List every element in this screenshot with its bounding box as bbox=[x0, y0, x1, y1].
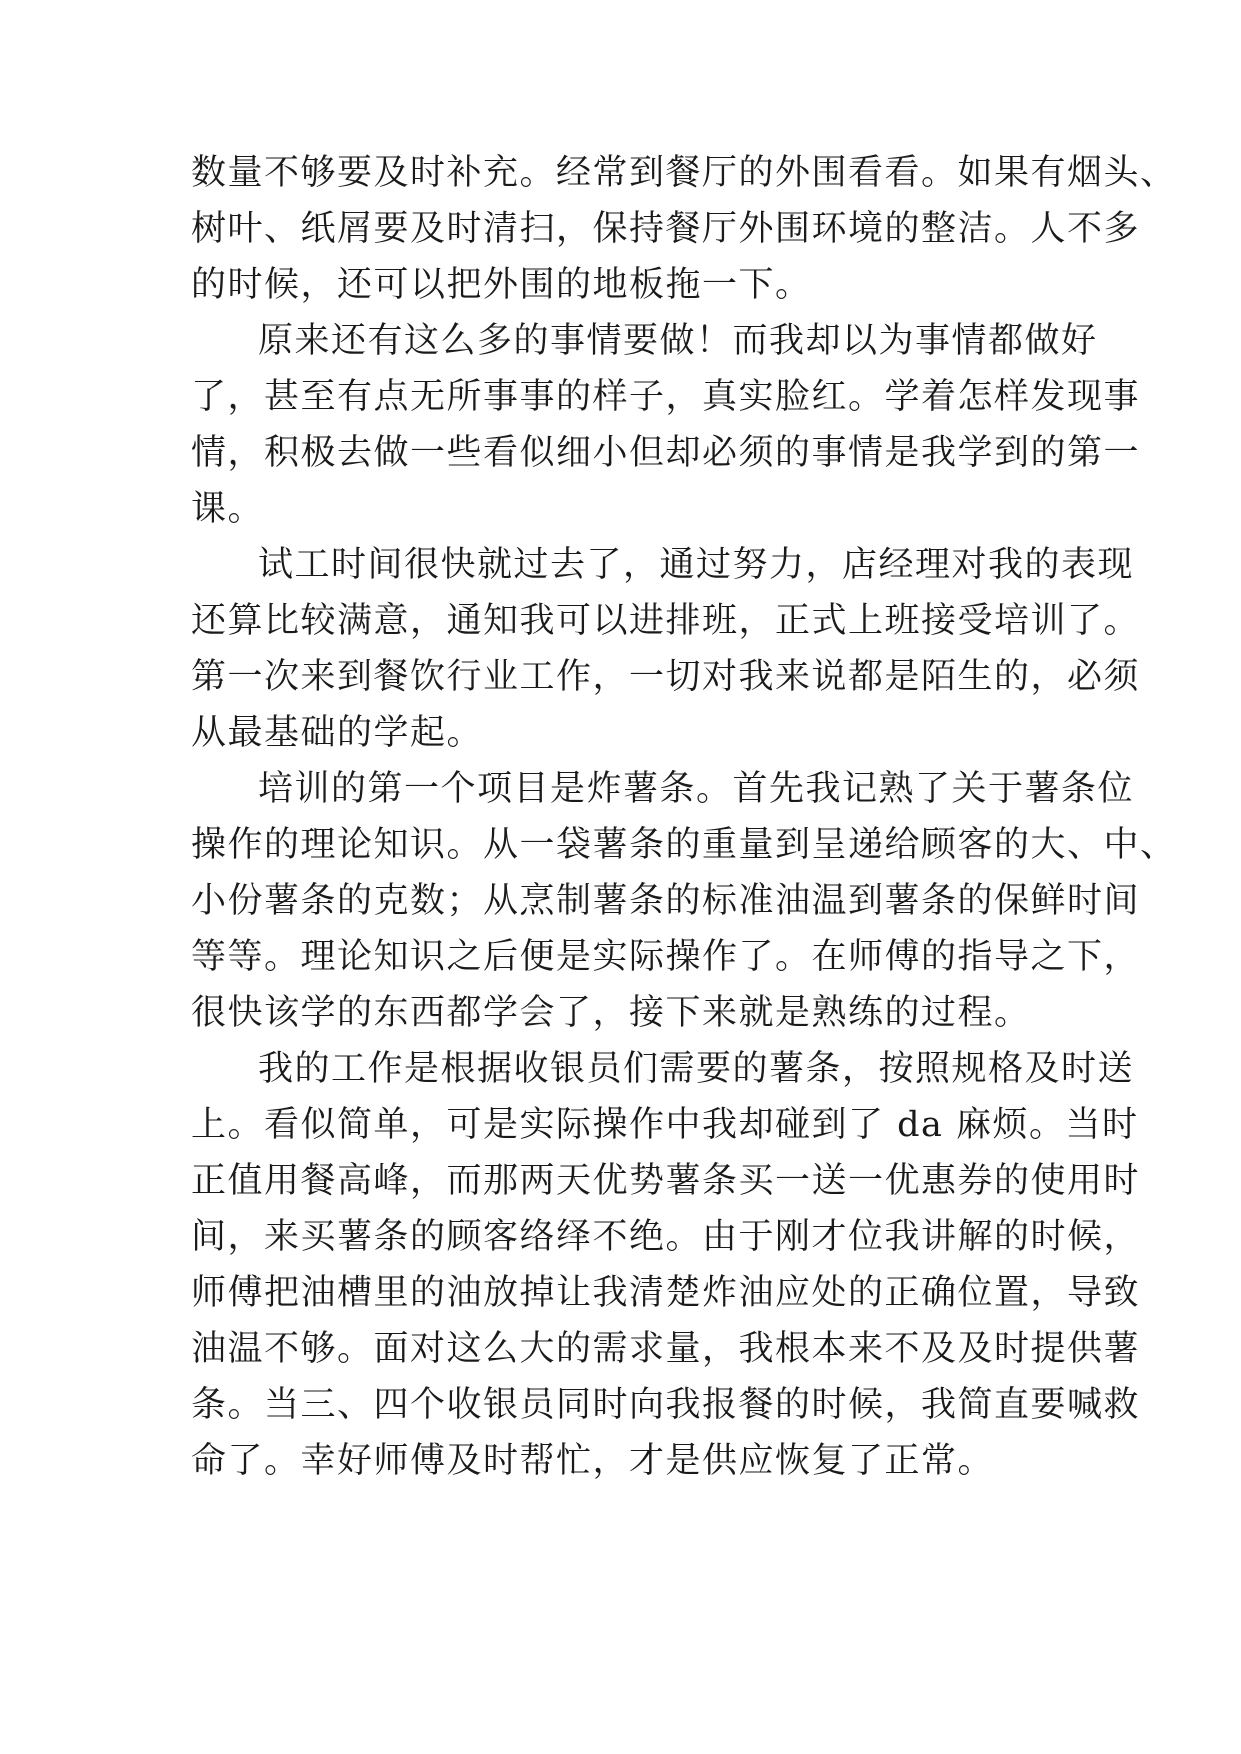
text-line: 师傅把油槽里的油放掉让我清楚炸油应处的正确位置，导致 bbox=[191, 1273, 1141, 1313]
text-line: 原来还有这么多的事情要做！而我却以为事情都做好 bbox=[258, 321, 1098, 361]
text-line: 条。当三、四个收银员同时向我报餐的时候，我简直要喊救 bbox=[191, 1385, 1141, 1425]
text-line: 油温不够。面对这么大的需求量，我根本来不及及时提供薯 bbox=[191, 1329, 1141, 1369]
text-line: 命了。幸好师傅及时帮忙，才是供应恢复了正常。 bbox=[191, 1441, 995, 1481]
text-line: 很快该学的东西都学会了，接下来就是熟练的过程。 bbox=[191, 993, 1031, 1033]
text-line: 第一次来到餐饮行业工作，一切对我来说都是陌生的，必须 bbox=[191, 657, 1141, 697]
text-line: 操作的理论知识。从一袋薯条的重量到呈递给顾客的大、中、 bbox=[191, 825, 1177, 865]
text-line: 情，积极去做一些看似细小但却必须的事情是我学到的第一 bbox=[191, 433, 1141, 473]
text-line: 从最基础的学起。 bbox=[191, 713, 484, 753]
text-line: 我的工作是根据收银员们需要的薯条，按照规格及时送 bbox=[258, 1049, 1135, 1089]
text-line: 上。看似简单，可是实际操作中我却碰到了 da 麻烦。当时 bbox=[191, 1105, 1139, 1145]
text-line: 正值用餐高峰，而那两天优势薯条买一送一优惠券的使用时 bbox=[191, 1161, 1141, 1201]
text-line: 间，来买薯条的顾客络绎不绝。由于刚才位我讲解的时候， bbox=[191, 1217, 1141, 1257]
text-line: 试工时间很快就过去了，通过努力，店经理对我的表现 bbox=[258, 545, 1135, 585]
text-line: 还算比较满意，通知我可以进排班，正式上班接受培训了。 bbox=[191, 601, 1141, 641]
text-line: 培训的第一个项目是炸薯条。首先我记熟了关于薯条位 bbox=[258, 769, 1135, 809]
text-line: 等等。理论知识之后便是实际操作了。在师傅的指导之下， bbox=[191, 937, 1141, 977]
text-line: 了，甚至有点无所事事的样子，真实脸红。学着怎样发现事 bbox=[191, 377, 1141, 417]
text-line: 树叶、纸屑要及时清扫，保持餐厅外围环境的整洁。人不多 bbox=[191, 209, 1141, 249]
text-line: 的时候，还可以把外围的地板拖一下。 bbox=[191, 265, 812, 305]
text-line: 课。 bbox=[191, 489, 265, 529]
text-line: 数量不够要及时补充。经常到餐厅的外围看看。如果有烟头、 bbox=[191, 153, 1177, 193]
text-line: 小份薯条的克数；从烹制薯条的标准油温到薯条的保鲜时间 bbox=[191, 881, 1141, 921]
